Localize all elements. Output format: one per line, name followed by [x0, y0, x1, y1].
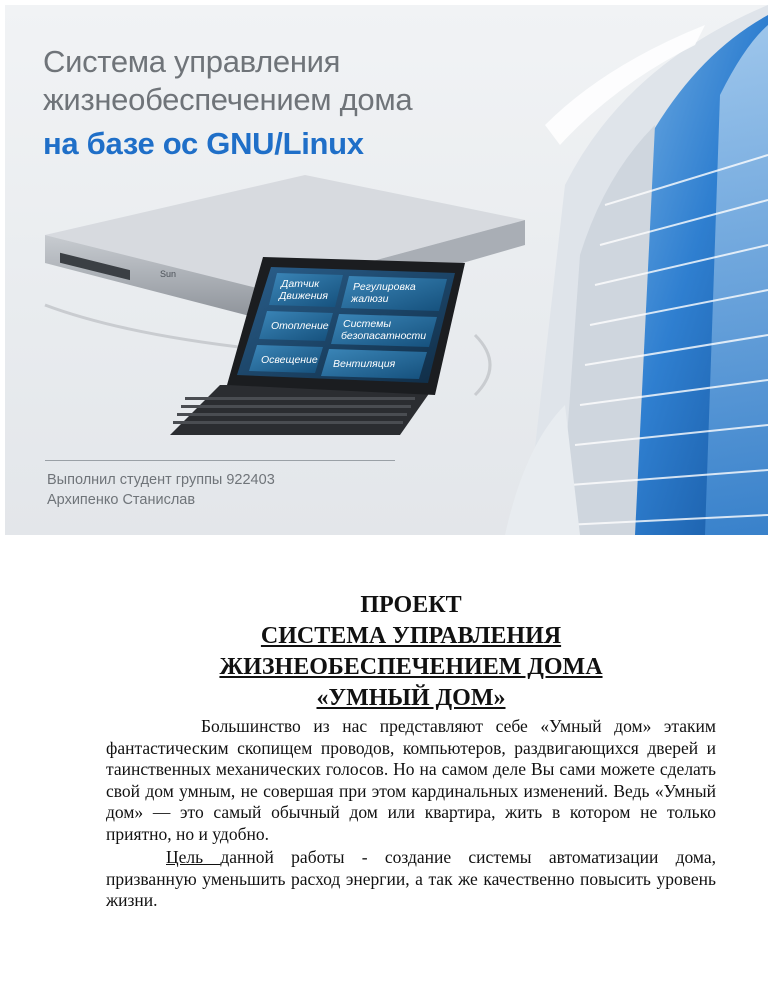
tile-motion-sensor — [269, 273, 343, 307]
building-image — [505, 5, 768, 535]
tile-label-line1: Освещение — [261, 354, 318, 366]
tile-blinds — [341, 276, 447, 311]
tile-security — [331, 314, 437, 347]
heading-line2: СИСТЕМА УПРАВЛЕНИЯ — [260, 623, 562, 649]
heading-line3: ЖИЗНЕОБЕСПЕЧЕНИЕМ ДОМА — [219, 654, 603, 680]
goal-paragraph — [106, 847, 716, 912]
tile-ventilation — [321, 349, 427, 379]
tile-lighting — [249, 345, 323, 373]
document-heading — [106, 590, 716, 714]
cover-banner — [5, 5, 768, 535]
author-group-line: Выполнил студент группы 922403 — [47, 472, 275, 488]
tile-label-line1: Датчик — [281, 278, 320, 290]
intro-paragraph: Большинство из нас представляют себе «Умный дом» этаким фантастическим скопищем проводов, компьютеров, раздвигающихся дверей и таинственных механических голосов. Но на самом деле Вы сами можете сделать свой дом умным, не совершая при этом кардинальных изменений. Ведь «Умный дом» — это самый обычный дом или квартира, жить в котором не только приятно, но и удобно. — [106, 716, 716, 844]
tile-label-line1: Регулировка — [353, 281, 416, 293]
banner-title-line1: Система управления — [43, 44, 341, 79]
banner-author — [47, 470, 275, 510]
banner-title-line3: на базе ос GNU/Linux — [43, 126, 364, 161]
banner-title-line2: жизнеобеспечением дома — [43, 82, 413, 117]
tile-label-line1: Отопление — [271, 320, 329, 332]
author-name-line: Архипенко Станислав — [47, 492, 196, 508]
banner-divider — [45, 460, 395, 461]
banner-title — [43, 43, 412, 163]
tile-label-line1: Системы — [343, 318, 392, 330]
tile-label-line2: безопасатности — [341, 330, 427, 342]
tile-label-line2: Движения — [279, 290, 329, 302]
heading-line4: «УМНЫЙ ДОМ» — [316, 685, 506, 711]
tablet-tiles — [249, 273, 447, 379]
server-brand-label: Sun — [160, 269, 177, 279]
document-body — [106, 590, 716, 912]
goal-text: данной работы - создание системы автоматизации дома, призванную уменьшить расход энергии, а так же качественно повысить уровень жизни. — [106, 847, 716, 910]
tile-label-line1: Вентиляция — [333, 358, 396, 370]
tile-label-line2: жалюзи — [351, 293, 389, 305]
tile-heating — [259, 311, 333, 341]
goal-word: Цель — [166, 847, 221, 867]
heading-project: ПРОЕКТ — [360, 592, 462, 618]
